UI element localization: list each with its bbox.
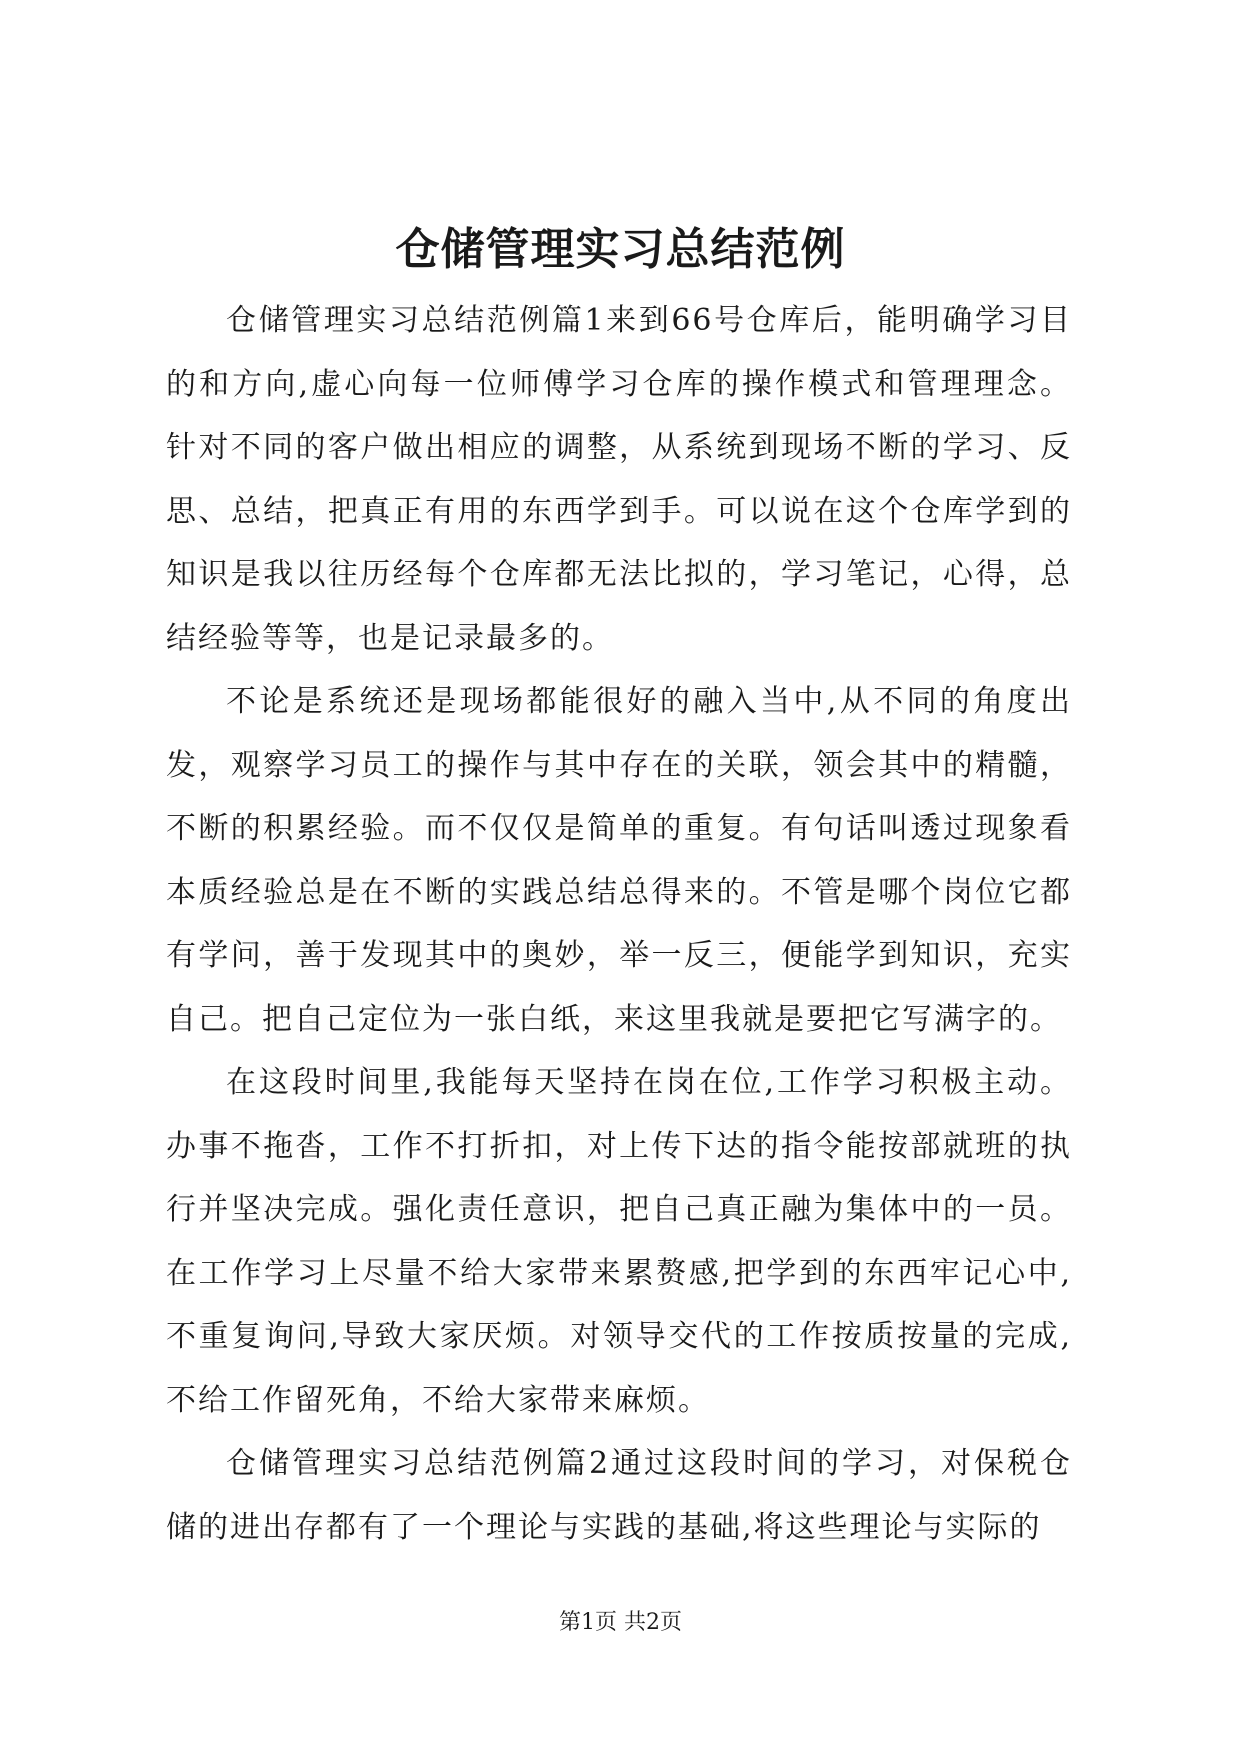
body-paragraph-2: 不论是系统还是现场都能很好的融入当中,从不同的角度出发，观察学习员工的操作与其中存在的关联，领会其中的精髓，不断的积累经验。而不仅仅是简单的重复。有句话叫透过现象看本质经验总是在不断的实践总结总得来的。不管是哪个岗位它都有学问，善于发现其中的奥妙，举一反三，便能学到知识，充实自己。把自己定位为一张白纸，来这里我就是要把它写满字的。 xyxy=(166,684,1072,1037)
document-title: 仓储管理实习总结范例 xyxy=(395,224,846,275)
body-paragraph-3: 在这段时间里,我能每天坚持在岗在位,工作学习积极主动。办事不拖沓，工作不打折扣，对上传下达的指令能按部就班的执行并坚决完成。强化责任意识，把自己真正融为集体中的一员。在工作学习上尽量不给大家带来累赘感,把学到的东西牢记心中,不重复询问,导致大家厌烦。对领导交代的工作按质按量的完成,不给工作留死角，不给大家带来麻烦。 xyxy=(166,1065,1072,1418)
document-body xyxy=(166,289,1072,1559)
page-footer-number: 第1页 共2页 xyxy=(559,1610,682,1635)
body-paragraph-1: 仓储管理实习总结范例篇1来到66号仓库后，能明确学习目的和方向,虚心向每一位师傅学习仓库的操作模式和管理理念。针对不同的客户做出相应的调整，从系统到现场不断的学习、反思、总结，把真正有用的东西学到手。可以说在这个仓库学到的知识是我以往历经每个仓库都无法比拟的，学习笔记，心得，总结经验等等，也是记录最多的。 xyxy=(166,303,1072,656)
body-paragraph-4: 仓储管理实习总结范例篇2通过这段时间的学习，对保税仓储的进出存都有了一个理论与实践的基础,将这些理论与实际的 xyxy=(166,1446,1072,1545)
